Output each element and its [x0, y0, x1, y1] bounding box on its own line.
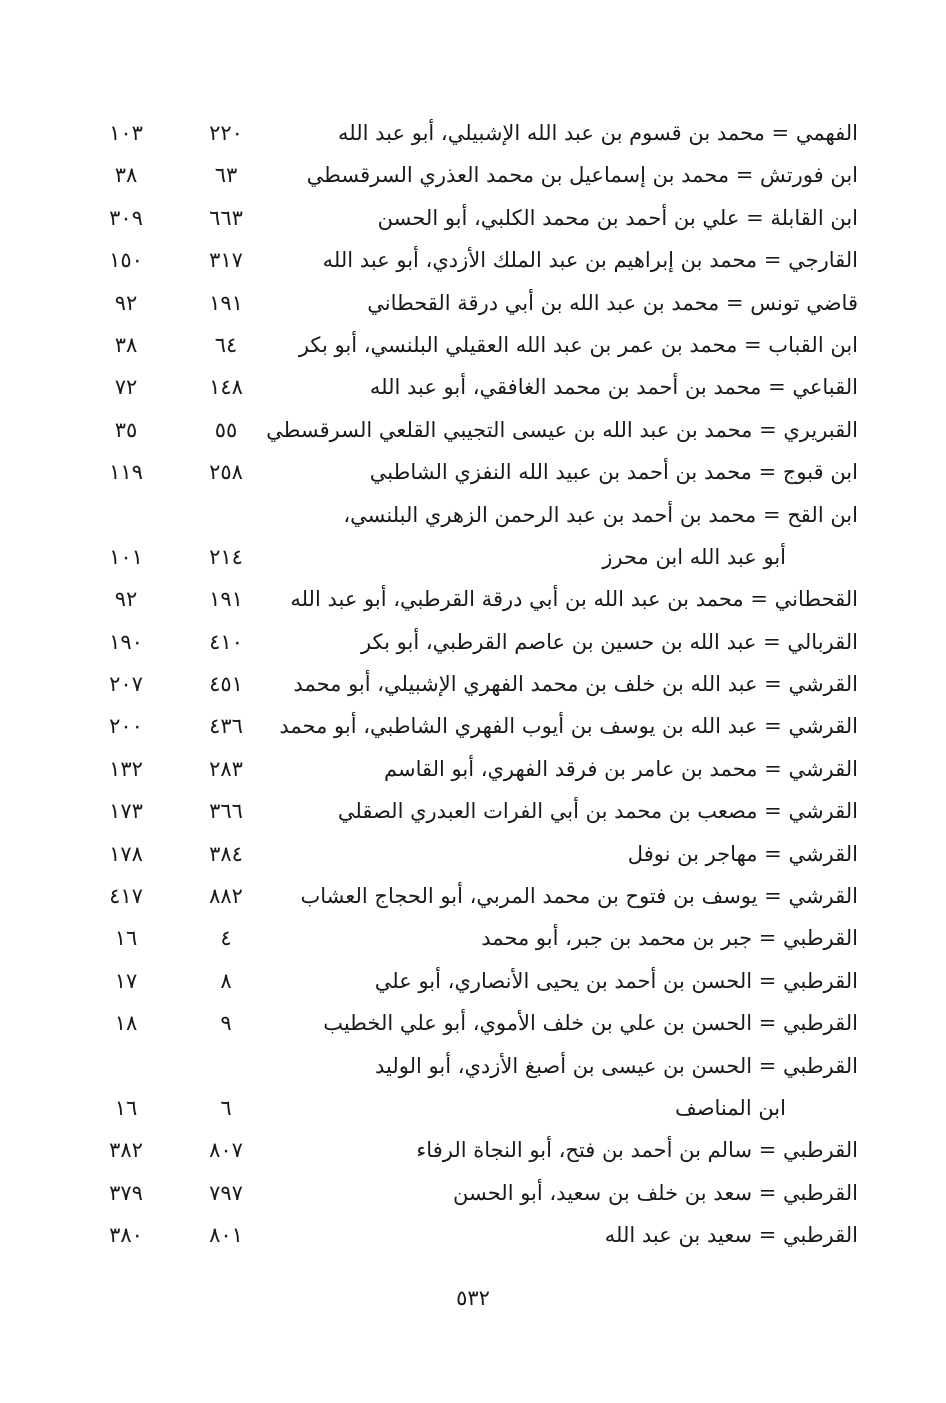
entry-number: ٩	[220, 1011, 232, 1036]
index-entry	[0, 324, 946, 366]
entry-page: ١٩٠	[109, 629, 143, 654]
entry-name: القرطبي = الحسن بن أحمد بن يحيى الأنصاري، أبو علي	[374, 968, 858, 993]
entry-number: ٥٥	[214, 417, 238, 442]
entry-number: ٨٠٧	[209, 1138, 243, 1163]
entry-number: ٤	[220, 926, 232, 951]
entry-name: القربالي = عبد الله بن حسين بن عاصم القرطبي، أبو بكر	[360, 629, 858, 654]
entry-number: ١٩١	[209, 290, 243, 315]
entry-number: ١٩١	[209, 587, 243, 612]
index-entry	[0, 1214, 946, 1256]
entry-page: ١٣٢	[109, 756, 143, 781]
entry-number: ٣٦٦	[209, 799, 243, 824]
entry-page: ٩٢	[114, 587, 138, 612]
name-index	[0, 112, 946, 1257]
entry-name: القرطبي = سالم بن أحمد بن فتح، أبو النجاة الرفاء	[416, 1138, 858, 1163]
index-entry	[0, 451, 946, 493]
index-entry	[0, 748, 946, 790]
entry-page: ١٦	[114, 1095, 138, 1120]
entry-name: القرشي = عبد الله بن خلف بن محمد الفهري الإشبيلي، أبو محمد	[293, 672, 858, 697]
entry-name: القرطبي = جبر بن محمد بن جبر، أبو محمد	[481, 926, 858, 951]
entry-number: ٣٨٤	[209, 841, 243, 866]
entry-name: القباعي = محمد بن أحمد بن محمد الغافقي، أبو عبد الله	[369, 375, 858, 400]
index-entry	[0, 578, 946, 620]
index-entry	[0, 282, 946, 324]
entry-number: ٢٨٣	[209, 756, 243, 781]
index-entry	[0, 663, 946, 705]
index-entry	[0, 1172, 946, 1214]
index-entry	[0, 366, 946, 408]
entry-number: ٦	[220, 1095, 232, 1120]
entry-name: ابن قبوج = محمد بن أحمد بن عبيد الله النفزي الشاطبي	[369, 460, 858, 485]
entry-number: ٦٤	[214, 332, 238, 357]
entry-name: القرشي = عبد الله بن يوسف بن أيوب الفهري الشاطبي، أبو محمد	[279, 714, 858, 739]
index-entry	[0, 790, 946, 832]
index-entry	[0, 112, 946, 154]
entry-page: ٣٧٩	[109, 1180, 143, 1205]
entry-name: ابن القباب = محمد بن عمر بن عبد الله العقيلي البلنسي، أبو بكر	[298, 332, 858, 357]
index-entry	[0, 960, 946, 1002]
index-entry	[0, 1087, 946, 1129]
entry-number: ٦٣	[214, 163, 238, 188]
index-entry	[0, 1045, 946, 1087]
entry-page: ١٠٣	[109, 121, 143, 145]
entry-page: ١٧	[114, 968, 138, 993]
entry-number: ٤١٠	[209, 629, 243, 654]
entry-name: القرطبي = سعيد بن عبد الله	[604, 1223, 858, 1248]
entry-name: القرطبي = الحسن بن علي بن خلف الأموي، أبو علي الخطيب	[323, 1011, 858, 1036]
entry-number: ٨٨٢	[209, 884, 243, 909]
index-entry	[0, 705, 946, 747]
entry-number: ٤٥١	[209, 672, 243, 697]
entry-page: ١٠١	[109, 544, 143, 569]
entry-page: ١١٩	[109, 460, 143, 485]
entry-name: أبو عبد الله ابن محرز	[602, 544, 786, 569]
entry-name: القرطبي = سعد بن خلف بن سعيد، أبو الحسن	[453, 1180, 858, 1205]
entry-name: القرشي = يوسف بن فتوح بن محمد المربي، أبو الحجاج العشاب	[300, 884, 858, 909]
index-entry	[0, 1129, 946, 1171]
entry-number: ٤٣٦	[209, 714, 243, 739]
entry-number: ٦٦٣	[209, 205, 243, 230]
entry-page: ٣٨٢	[109, 1138, 143, 1163]
entry-name: القرشي = مصعب بن محمد بن أبي الفرات العبدري الصقلي	[337, 799, 858, 824]
entry-name: القرشي = محمد بن عامر بن فرقد الفهري، أبو القاسم	[384, 756, 858, 781]
entry-page: ٣٨٠	[109, 1223, 143, 1248]
index-entry	[0, 494, 946, 536]
entry-number: ٧٩٧	[209, 1180, 243, 1205]
entry-number: ٢١٤	[209, 544, 243, 569]
entry-number: ٢٥٨	[209, 460, 243, 485]
entry-name: القبريري = محمد بن عبد الله بن عيسى التجيبي القلعي السرقسطي	[266, 417, 858, 442]
index-entry	[0, 197, 946, 239]
page-number: ٥٣٢	[456, 1286, 490, 1310]
entry-name: القارجي = محمد بن إبراهيم بن عبد الملك الأزدي، أبو عبد الله	[322, 248, 858, 273]
entry-name: ابن المناصف	[674, 1095, 786, 1120]
entry-page: ١٥٠	[109, 248, 143, 273]
entry-name: ابن القح = محمد بن أحمد بن عبد الرحمن الزهري البلنسي،	[343, 502, 858, 527]
entry-page: ٣٨	[114, 163, 138, 188]
entry-page: ١٦	[114, 926, 138, 951]
entry-page: ٣٠٩	[109, 205, 143, 230]
entry-number: ١٤٨	[209, 375, 243, 400]
index-entry	[0, 1002, 946, 1044]
entry-page: ٢٠٧	[109, 672, 143, 697]
index-entry	[0, 917, 946, 959]
index-entry	[0, 536, 946, 578]
entry-number: ٢٢٠	[209, 121, 243, 145]
entry-page: ١٧٣	[109, 799, 143, 824]
entry-page: ٧٢	[114, 375, 138, 400]
index-entry	[0, 621, 946, 663]
entry-name: الفهمي = محمد بن قسوم بن عبد الله الإشبيلي، أبو عبد الله	[338, 121, 858, 145]
entry-name: القرشي = مهاجر بن نوفل	[627, 841, 858, 866]
entry-page: ١٧٨	[109, 841, 143, 866]
entry-number: ٨	[220, 968, 232, 993]
entry-number: ٣١٧	[209, 248, 243, 273]
entry-page: ٢٠٠	[109, 714, 143, 739]
entry-page: ٤١٧	[109, 884, 143, 909]
entry-number: ٨٠١	[209, 1223, 243, 1248]
entry-page: ٣٨	[114, 332, 138, 357]
entry-page: ٣٥	[114, 417, 138, 442]
index-entry	[0, 409, 946, 451]
entry-name: القرطبي = الحسن بن عيسى بن أصبغ الأزدي، أبو الوليد	[374, 1053, 858, 1078]
index-entry	[0, 154, 946, 196]
index-entry	[0, 875, 946, 917]
entry-name: ابن فورتش = محمد بن إسماعيل بن محمد العذري السرقسطي	[306, 163, 858, 188]
index-entry	[0, 833, 946, 875]
index-entry	[0, 239, 946, 281]
entry-page: ١٨	[114, 1011, 138, 1036]
entry-name: قاضي تونس = محمد بن عبد الله بن أبي درقة القحطاني	[367, 290, 858, 315]
entry-name: ابن القابلة = علي بن أحمد بن محمد الكلبي، أبو الحسن	[377, 205, 858, 230]
entry-page: ٩٢	[114, 290, 138, 315]
entry-name: القحطاني = محمد بن عبد الله بن أبي درقة القرطبي، أبو عبد الله	[290, 587, 858, 612]
